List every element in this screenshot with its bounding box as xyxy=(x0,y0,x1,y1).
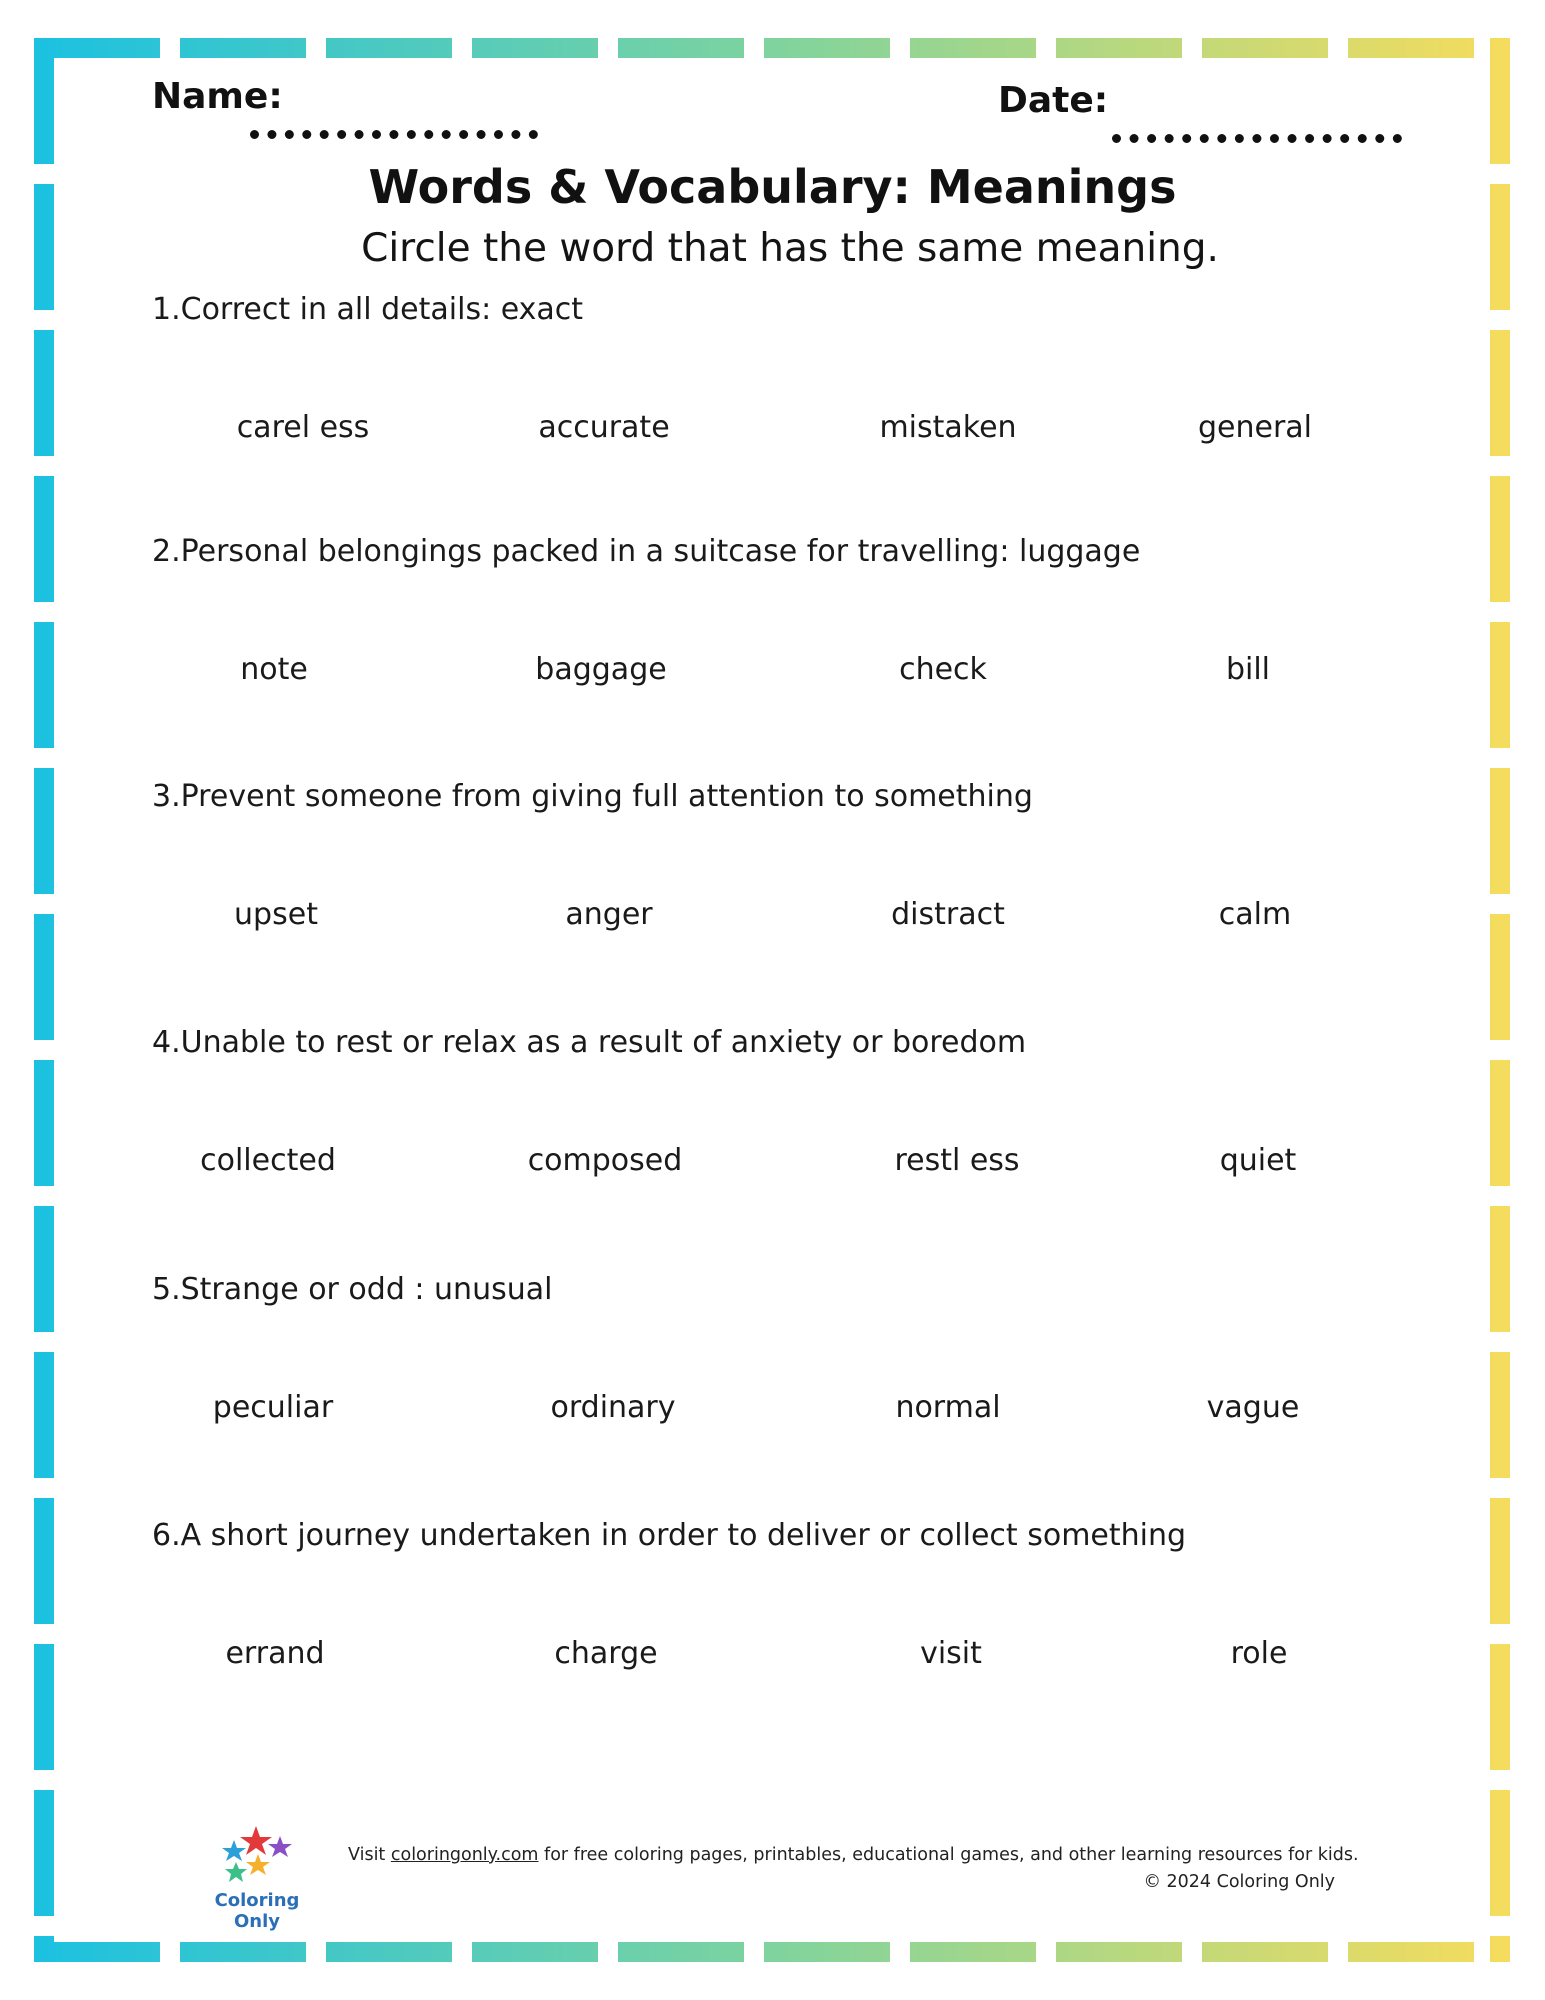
answer-option[interactable]: charge xyxy=(554,1636,658,1671)
answer-option[interactable]: note xyxy=(240,652,308,687)
border-dash xyxy=(326,1942,452,1962)
answer-option[interactable]: distract xyxy=(891,897,1005,932)
border-dash xyxy=(180,38,306,58)
answer-option[interactable]: bill xyxy=(1225,652,1271,687)
border-dash xyxy=(34,622,54,748)
logo-stars-icon xyxy=(212,1822,302,1884)
answer-option[interactable]: collected xyxy=(200,1143,336,1178)
border-dash xyxy=(764,38,890,58)
question-prompt: 4.Unable to rest or relax as a result of anxiety or boredom xyxy=(152,1025,1027,1060)
border-dash xyxy=(1490,1206,1510,1332)
border-dash xyxy=(618,38,744,58)
worksheet-title: Words & Vocabulary: Meanings xyxy=(368,160,1177,214)
border-dash xyxy=(1490,1498,1510,1624)
answer-option[interactable]: vague xyxy=(1206,1390,1300,1425)
border-dash xyxy=(326,38,452,58)
name-field[interactable] xyxy=(250,130,538,139)
coloring-only-logo xyxy=(192,1822,322,1932)
border-dash xyxy=(1490,1352,1510,1478)
answer-option[interactable]: general xyxy=(1197,410,1313,445)
border-dash xyxy=(34,1352,54,1478)
border-dash xyxy=(1348,1942,1474,1962)
border-dash xyxy=(34,1936,54,1962)
border-dash xyxy=(34,1060,54,1186)
border-dash xyxy=(1490,330,1510,456)
border-dash xyxy=(1490,914,1510,1040)
border-dash xyxy=(764,1942,890,1962)
border-dash xyxy=(910,38,1036,58)
website-link[interactable]: coloringonly.com xyxy=(390,1845,539,1865)
answer-option[interactable]: upset xyxy=(234,897,318,932)
border-dash xyxy=(34,768,54,894)
question-prompt: 2.Personal belongings packed in a suitcase for travelling: luggage xyxy=(152,534,1141,569)
answer-option[interactable]: calm xyxy=(1218,897,1292,932)
border-dash xyxy=(1490,768,1510,894)
answer-option[interactable]: accurate xyxy=(538,410,670,445)
answer-option[interactable]: carel ess xyxy=(236,410,370,445)
answer-option[interactable]: visit xyxy=(920,1636,982,1671)
answer-option[interactable]: check xyxy=(899,652,987,687)
border-dash xyxy=(472,38,598,58)
border-dash xyxy=(1490,1060,1510,1186)
date-label: Date: xyxy=(998,80,1109,121)
answer-option[interactable]: quiet xyxy=(1219,1143,1297,1178)
border-dash xyxy=(1490,476,1510,602)
border-dash xyxy=(1202,38,1328,58)
answer-option[interactable]: normal xyxy=(895,1390,1001,1425)
border-dash xyxy=(1490,1644,1510,1770)
border-dash xyxy=(1490,1936,1510,1962)
question-prompt: 5.Strange or odd : unusual xyxy=(152,1272,553,1307)
border-dash xyxy=(1490,1790,1510,1916)
border-dash xyxy=(34,1498,54,1624)
border-dash xyxy=(472,1942,598,1962)
border-dash xyxy=(34,914,54,1040)
footer-visit-suffix: for free coloring pages, printables, educational games, and other learning resources for kids. xyxy=(538,1845,1359,1865)
answer-option[interactable]: composed xyxy=(527,1143,683,1178)
border-dash xyxy=(1348,38,1474,58)
border-dash xyxy=(34,1790,54,1916)
border-dash xyxy=(910,1942,1036,1962)
border-dash xyxy=(34,1206,54,1332)
question-prompt: 1.Correct in all details: exact xyxy=(152,292,584,327)
question-prompt: 3.Prevent someone from giving full attention to something xyxy=(152,779,1033,814)
border-dash xyxy=(34,1644,54,1770)
border-dash xyxy=(34,476,54,602)
copyright-text: © 2024 Coloring Only xyxy=(1143,1872,1335,1892)
answer-option[interactable]: restl ess xyxy=(894,1143,1020,1178)
answer-option[interactable]: peculiar xyxy=(212,1390,334,1425)
border-dash xyxy=(1202,1942,1328,1962)
answer-option[interactable]: errand xyxy=(225,1636,325,1671)
logo-text: Coloring Only xyxy=(214,1890,300,1932)
answer-option[interactable]: anger xyxy=(565,897,653,932)
answer-option[interactable]: baggage xyxy=(535,652,667,687)
name-label: Name: xyxy=(152,76,283,117)
border-dash xyxy=(180,1942,306,1962)
answer-option[interactable]: ordinary xyxy=(550,1390,676,1425)
worksheet-instructions: Circle the word that has the same meaning. xyxy=(361,226,1219,271)
border-dash xyxy=(1056,1942,1182,1962)
border-dash xyxy=(34,330,54,456)
footer-visit-prefix: Visit xyxy=(348,1845,391,1865)
footer-visit-text xyxy=(348,1845,1359,1865)
answer-option[interactable]: mistaken xyxy=(879,410,1017,445)
border-dash xyxy=(618,1942,744,1962)
border-dash xyxy=(1490,38,1510,164)
date-field[interactable] xyxy=(1112,134,1402,143)
question-prompt: 6.A short journey undertaken in order to deliver or collect something xyxy=(152,1518,1187,1553)
border-dash xyxy=(1056,38,1182,58)
border-dash xyxy=(1490,622,1510,748)
answer-option[interactable]: role xyxy=(1230,1636,1288,1671)
border-dash xyxy=(34,38,54,164)
